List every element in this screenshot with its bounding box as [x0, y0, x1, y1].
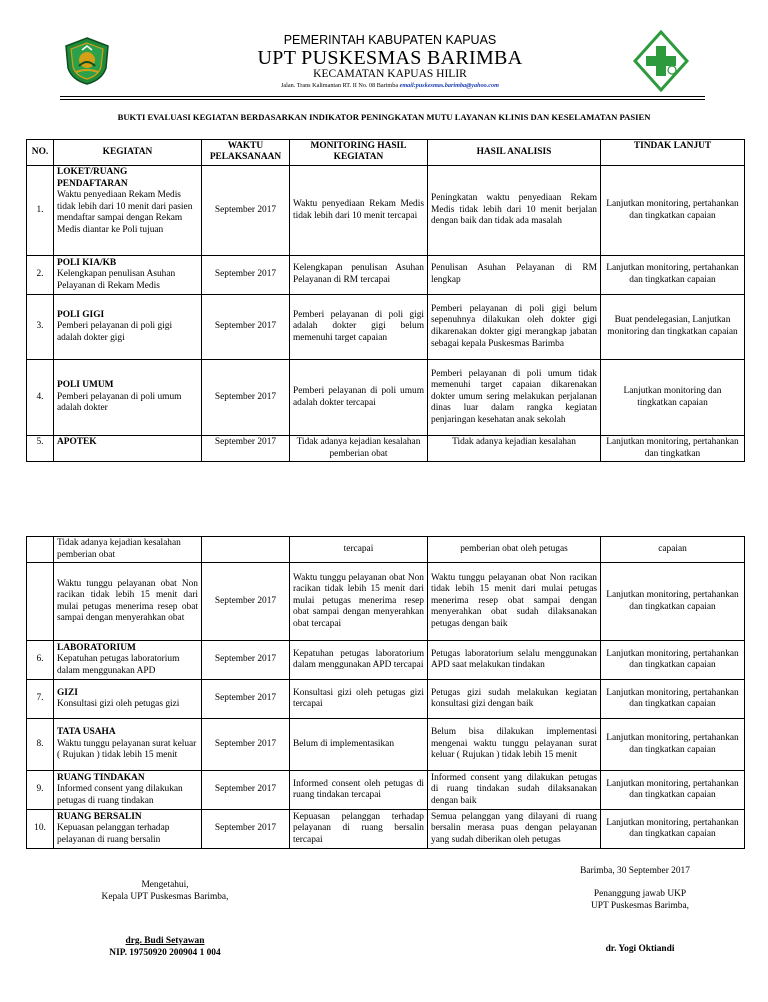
row-waktu: September 2017 — [202, 641, 290, 680]
row-waktu: September 2017 — [202, 680, 290, 719]
row-tindak: Buat pendelegasian, Lanjutkan monitoring dan tingkatkan capaian — [601, 295, 745, 360]
row-hasil: Tidak adanya kejadian kesalahan — [428, 436, 601, 462]
row-no: 5. — [27, 436, 54, 462]
row-unit: RUANG BERSALIN — [57, 811, 142, 822]
row-no — [27, 537, 54, 563]
row-unit: RUANG TINDAKAN — [57, 772, 145, 783]
row-desc: Waktu penyediaan Rekam Medis tidak lebih dari 10 menit dari pasien mendaftar sampai dengan Rekam Medis diantar ke Poli tujuan — [57, 190, 193, 235]
row-no: 1. — [27, 166, 54, 256]
sign-right-name: dr. Yogi Oktiandi — [605, 944, 675, 954]
col-header-monitoring: MONITORING HASIL KEGIATAN — [290, 140, 428, 166]
row-unit: LABORATORIUM — [57, 642, 136, 653]
row-tindak: Lanjutkan monitoring, pertahankan dan tingkatkan capaian — [601, 771, 745, 810]
row-no: 3. — [27, 295, 54, 360]
col-header-kegiatan: KEGIATAN — [54, 140, 202, 166]
table-row — [27, 680, 745, 719]
row-hasil: pemberian obat oleh petugas — [428, 537, 601, 563]
table-row — [27, 537, 745, 563]
evaluation-table-page2 — [26, 536, 745, 849]
row-kegiatan — [54, 436, 202, 462]
row-unit: POLI KIA/KB — [57, 257, 117, 268]
row-tindak: Lanjutkan monitoring, pertahankan dan tingkatkan capaian — [601, 256, 745, 295]
row-unit: APOTEK — [57, 437, 97, 447]
row-kegiatan — [54, 295, 202, 360]
sign-right-line1: Penanggung jawab UKP — [593, 889, 687, 899]
row-waktu: September 2017 — [202, 166, 290, 256]
row-desc: Informed consent yang dilakukan petugas di ruang tindakan — [57, 784, 183, 806]
table-row — [27, 719, 745, 771]
row-no: 7. — [27, 680, 54, 719]
row-kegiatan — [54, 256, 202, 295]
row-desc: Konsultasi gizi oleh petugas gizi — [57, 699, 180, 710]
row-no: 10. — [27, 810, 54, 849]
row-hasil: Semua pelanggan yang dilayani di ruang bersalin merasa puas dengan pelayanan yang sudah diberikan oleh petugas — [428, 810, 601, 849]
row-tindak: Lanjutkan monitoring, pertahankan dan tingkatkan capaian — [601, 810, 745, 849]
row-no: 2. — [27, 256, 54, 295]
sign-left-line2: Kepala UPT Puskesmas Barimba, — [101, 892, 229, 902]
header-divider — [60, 96, 705, 97]
row-desc: Pemberi pelayanan di poli gigi adalah dokter gigi — [57, 321, 173, 343]
row-tindak: Lanjutkan monitoring, pertahankan dan tingkatkan capaian — [601, 563, 745, 641]
row-unit: POLI UMUM — [57, 380, 114, 391]
row-monitoring: Belum di implementasikan — [290, 719, 428, 771]
col-header-tindak: TINDAK LANJUT — [601, 140, 745, 166]
puskesmas-logo — [632, 30, 690, 92]
row-kegiatan — [54, 360, 202, 436]
row-unit: LOKET/RUANG PENDAFTARAN — [57, 167, 128, 189]
row-hasil: Penulisan Asuhan Pelayanan di RM lengkap — [428, 256, 601, 295]
row-monitoring: Tidak adanya kejadian kesalahan pemberian obat — [290, 436, 428, 462]
row-unit: GIZI — [57, 687, 78, 698]
row-tindak: Lanjutkan monitoring, pertahankan dan tingkatkan capaian — [601, 719, 745, 771]
table-row — [27, 256, 745, 295]
place-date: Barimba, 30 September 2017 — [580, 866, 690, 876]
col-header-waktu: WAKTU PELAKSANAAN — [202, 140, 290, 166]
row-monitoring: Kelengkapan penulisan Asuhan Pelayanan di RM tercapai — [290, 256, 428, 295]
row-monitoring: Pemberi pelayanan di poli gigi adalah dokter gigi belum memenuhi target capaian — [290, 295, 428, 360]
sign-right-line2: UPT Puskesmas Barimba, — [590, 901, 689, 911]
row-tindak: Lanjutkan monitoring, pertahankan dan tingkatkan capaian — [601, 680, 745, 719]
sign-left-nip: NIP. 19750920 200904 1 004 — [109, 948, 221, 958]
row-waktu: September 2017 — [202, 719, 290, 771]
header-government: PEMERINTAH KABUPATEN KAPUAS — [283, 33, 497, 47]
row-kegiatan — [54, 719, 202, 771]
row-hasil: Informed consent yang dilakukan petugas di ruang tindakan sudah dilaksanakan dengan baik — [428, 771, 601, 810]
row-desc: Waktu tunggu pelayanan obat Non racikan tidak lebih 15 menit dari mulai petugas menerima resep obat sampai dengan menyerahkan obat — [57, 578, 198, 624]
row-no: 4. — [27, 360, 54, 436]
row-kegiatan — [54, 771, 202, 810]
row-tindak: capaian — [601, 537, 745, 563]
row-monitoring: Waktu tunggu pelayanan obat Non racikan tidak lebih 15 menit dari mulai petugas menerima resep obat sampai dengan menyerahkan obat tercapai — [290, 563, 428, 641]
table-row — [27, 771, 745, 810]
row-desc: Kepuasan pelanggan terhadap pelayanan di ruang bersalin — [57, 823, 170, 845]
row-waktu: September 2017 — [202, 810, 290, 849]
row-hasil: Pemberi pelayanan di poli umum tidak memenuhi target capaian dikarenakan dokter umum sering melakukan perjalanan dinas luar dalam rangka kegiatan penjaringan kesehatan anak sekolah — [428, 360, 601, 436]
row-tindak: Lanjutkan monitoring, pertahankan dan tingkatkan capaian — [601, 641, 745, 680]
row-waktu: September 2017 — [202, 256, 290, 295]
row-no: 8. — [27, 719, 54, 771]
row-kegiatan — [54, 166, 202, 256]
row-no: 9. — [27, 771, 54, 810]
row-monitoring: Waktu penyediaan Rekam Medis tidak lebih dari 10 menit tercapai — [290, 166, 428, 256]
email-text: email:puskesmas.barimba@yahoo.com — [399, 82, 499, 89]
row-tindak: Lanjutkan monitoring, pertahankan dan tingkatkan — [601, 436, 745, 462]
row-kegiatan — [54, 537, 202, 563]
table-row — [27, 810, 745, 849]
table-row — [27, 563, 745, 641]
row-no: 6. — [27, 641, 54, 680]
row-hasil: Petugas laboratorium selalu menggunakan APD saat melakukan tindakan — [428, 641, 601, 680]
row-monitoring: Kepuasan pelanggan terhadap pelayanan di ruang bersalin tercapai — [290, 810, 428, 849]
row-hasil: Pemberi pelayanan di poli gigi belum sepenuhnya dilakukan oleh dokter gigi dikarenakan dokter gigi merangkap jabatan sebagai kepala Puskesmas Barimba — [428, 295, 601, 360]
row-monitoring: tercapai — [290, 537, 428, 563]
row-monitoring: Informed consent oleh petugas di ruang tindakan tercapai — [290, 771, 428, 810]
kabupaten-kapuas-emblem — [62, 36, 112, 86]
row-desc: Kepatuhan petugas laboratorium dalam menggunakan APD — [57, 654, 180, 676]
sign-left-line1: Mengetahui, — [141, 880, 189, 890]
header-district: KECAMATAN KAPUAS HILIR — [313, 68, 467, 80]
row-desc: Waktu tunggu pelayanan surat keluar ( Rujukan ) tidak lebih 15 menit — [57, 738, 197, 761]
row-waktu: September 2017 — [202, 295, 290, 360]
col-header-hasil: HASIL ANALISIS — [428, 140, 601, 166]
row-kegiatan — [54, 563, 202, 641]
header-institution: UPT PUSKESMAS BARIMBA — [257, 47, 523, 69]
row-waktu — [202, 537, 290, 563]
header-address — [200, 82, 580, 89]
row-monitoring: Pemberi pelayanan di poli umum adalah dokter tercapai — [290, 360, 428, 436]
row-waktu: September 2017 — [202, 436, 290, 462]
document-title: BUKTI EVALUASI KEGIATAN BERDASARKAN INDIKATOR PENINGKATAN MUTU LAYANAN KLINIS DAN KESELAMATAN PASIEN — [117, 112, 651, 122]
table-row — [27, 166, 745, 256]
table-row — [27, 641, 745, 680]
row-kegiatan — [54, 810, 202, 849]
row-desc: Pemberi pelayanan di poli umum adalah dokter — [57, 391, 182, 414]
row-waktu: September 2017 — [202, 771, 290, 810]
row-hasil: Petugas gizi sudah melakukan kegiatan konsultasi gizi dengan baik — [428, 680, 601, 719]
sign-left-name: drg. Budi Setyawan — [125, 936, 205, 946]
row-tindak: Lanjutkan monitoring, pertahankan dan tingkatkan capaian — [601, 166, 745, 256]
row-waktu: September 2017 — [202, 563, 290, 641]
row-tindak: Lanjutkan monitoring dan tingkatkan capaian — [601, 360, 745, 436]
header-divider-thin — [60, 99, 705, 100]
table-header-row — [27, 140, 745, 166]
row-kegiatan — [54, 680, 202, 719]
table-row — [27, 295, 745, 360]
address-text: Jalan. Trans Kalimantan RT. II No. 08 Barimba — [281, 82, 399, 89]
row-hasil: Peningkatan waktu penyediaan Rekam Medis tidak lebih dari 10 menit berjalan dengan baik dan tidak ada masalah — [428, 166, 601, 256]
row-hasil: Waktu tunggu pelayanan obat Non racikan tidak lebih 15 menit dari mulai petugas menerima resep obat sampai dengan menyerahkan obat sudah dilaksanakan petugas dengan baik — [428, 563, 601, 641]
table-row — [27, 436, 745, 462]
row-unit: TATA USAHA — [57, 727, 116, 738]
col-header-no: NO. — [27, 140, 54, 166]
row-no — [27, 563, 54, 641]
row-hasil: Belum bisa dilakukan implementasi mengenai waktu tunggu pelayanan surat keluar ( Rujukan ) tidak lebih 15 menit — [428, 719, 601, 771]
row-waktu: September 2017 — [202, 360, 290, 436]
row-unit: POLI GIGI — [57, 309, 105, 320]
row-monitoring: Kepatuhan petugas laboratorium dalam menggunakan APD tercapai — [290, 641, 428, 680]
table-row — [27, 360, 745, 436]
evaluation-table-page1 — [26, 139, 745, 462]
row-desc: Tidak adanya kejadian kesalahan pemberian obat — [57, 538, 181, 560]
row-desc: Kelengkapan penulisan Asuhan Pelayanan di Rekam Medis — [57, 269, 176, 291]
row-kegiatan — [54, 641, 202, 680]
row-monitoring: Konsultasi gizi oleh petugas gizi tercapai — [290, 680, 428, 719]
